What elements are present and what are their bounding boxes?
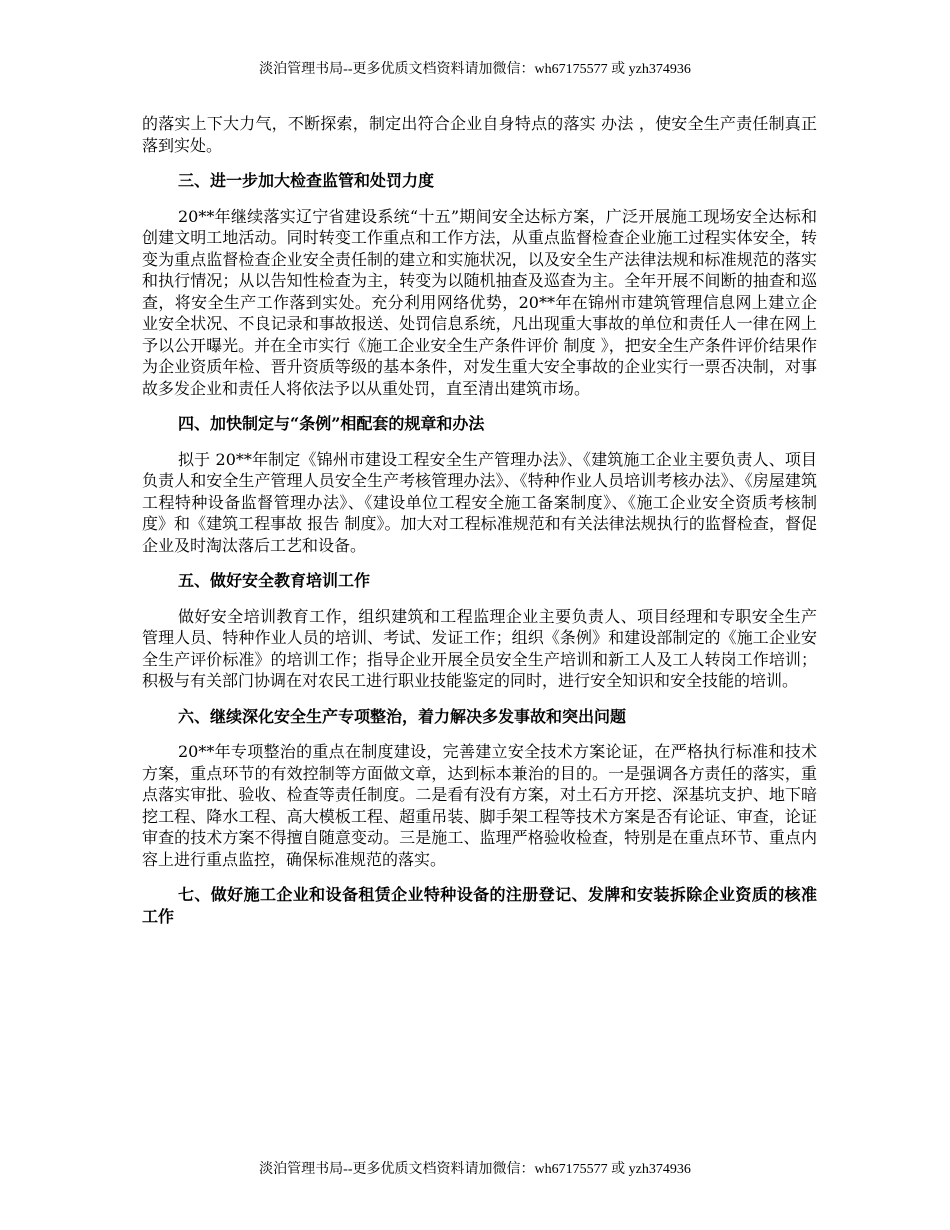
paragraph-section-3: 20**年继续落实辽宁省建设系统“十五”期间安全达标方案，广泛开展施工现场安全达标和创建文明工地活动。同时转变工作重点和工作方法，从重点监督检查企业施工过程实体安全，转变为重点监督检查企业安全责任制的建立和实施状况，以及安全生产法律法规和标准规范的落实和执行情况；从以告知性检查为主，转变为以随机抽查及巡查为主。全年开展不间断的抽查和巡查，将安全生产工作落到实处。充分利用网络优势，20**年在锦州市建筑管理信息网上建立企业安全状况、不良记录和事故报送、处罚信息系统，凡出现重大事故的单位和责任人一律在网上予以公开曝光。并在全市实行《施工企业安全生产条件评价 制度 》，把安全生产条件评价结果作为企业资质年检、晋升资质等级的基本条件，对发生重大安全事故的企业实行一票否决制，对事故多发企业和责任人将依法予以从重处罚，直至清出建筑市场。	[142, 206, 817, 398]
section-heading-3: 三、进一步加大检查监管和处罚力度	[178, 171, 435, 190]
page-header: 淡泊管理书局--更多优质文档资料请加微信：wh67175577 或 yzh374936	[259, 62, 691, 77]
section-heading-5: 五、做好安全教育培训工作	[178, 571, 371, 590]
section-heading-6: 六、继续深化安全生产专项整治，着力解决多发事故和突出问题	[178, 706, 627, 726]
document-body	[142, 113, 817, 941]
paragraph-continuation: 的落实上下大力气，不断探索，制定出符合企业自身特点的落实 办法 ，使安全生产责任制真正落到实处。	[142, 114, 817, 155]
section-heading-7: 七、做好施工企业和设备租赁企业特种设备的注册登记、发牌和安装拆除企业资质的核准工作	[142, 885, 817, 926]
paragraph-section-5: 做好安全培训教育工作，组织建筑和工程监理企业主要负责人、项目经理和专职安全生产管理人员、特种作业人员的培训、考试、发证工作；组织《条例》和建设部制定的《施工企业安全生产评价标准》的培训工作；指导企业开展全员安全生产培训和新工人及工人转岗工作培训；积极与有关部门协调在对农民工进行职业技能鉴定的同时，进行安全知识和安全技能的培训。	[142, 606, 817, 690]
paragraph-section-4: 拟于 20**年制定《锦州市建设工程安全生产管理办法》、《建筑施工企业主要负责人、项目负责人和安全生产管理人员安全生产考核管理办法》、《特种作业人员培训考核办法》、《房屋建筑工程特种设备监督管理办法》、《建设单位工程安全施工备案制度》、《施工企业安全资质考核制度》和《建筑工程事故 报告 制度》。加大对工程标准规范和有关法律法规执行的监督检查，督促企业及时淘汰落后工艺和设备。	[142, 449, 817, 555]
section-heading-4: 四、加快制定与“条例”相配套的规章和办法	[178, 414, 485, 433]
page-footer: 淡泊管理书局--更多优质文档资料请加微信：wh67175577 或 yzh374936	[259, 1162, 691, 1177]
paragraph-section-6: 20**年专项整治的重点在制度建设，完善建立安全技术方案论证，在严格执行标准和技术方案，重点环节的有效控制等方面做文章，达到标本兼治的目的。一是强调各方责任的落实，重点落实审批、验收、检查等责任制度。二是看有没有方案，对土石方开挖、深基坑支护、地下暗挖工程、降水工程、高大模板工程、超重吊装、脚手架工程等技术方案是否有论证、审查，论证审查的技术方案不得擅自随意变动。三是施工、监理严格验收检查，特别是在重点环节、重点内容上进行重点监控，确保标准规范的落实。	[142, 742, 817, 869]
